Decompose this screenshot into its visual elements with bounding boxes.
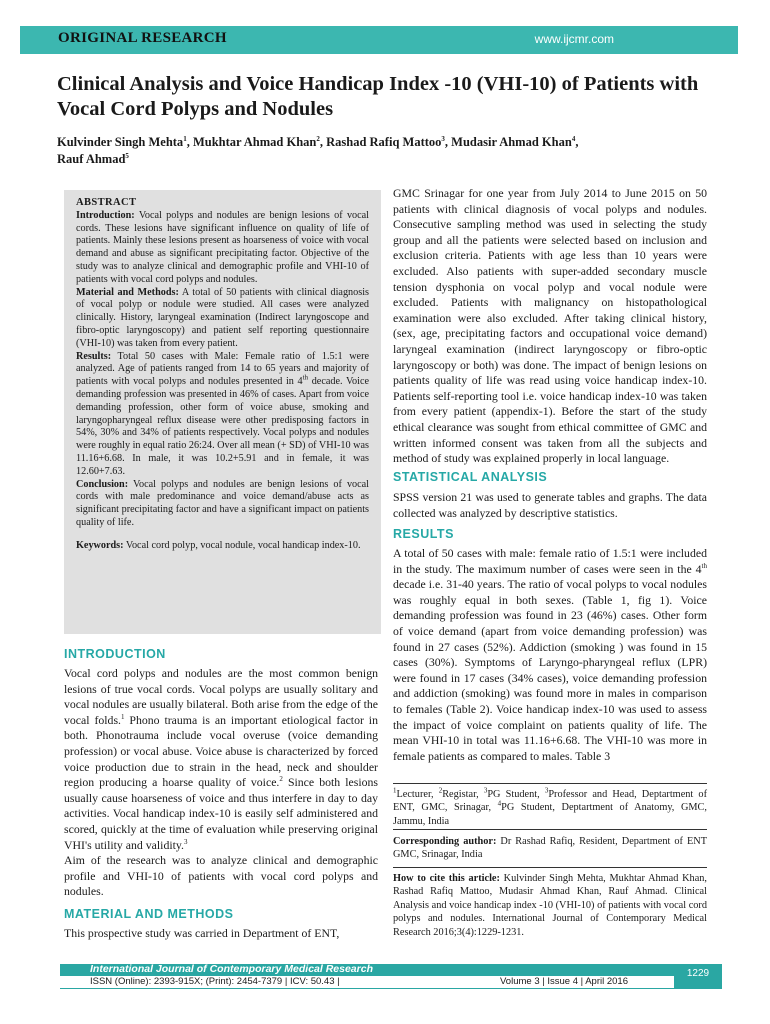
footnote-divider	[393, 829, 707, 830]
abstract-conclusion-label: Conclusion:	[76, 478, 129, 490]
corresponding-author-label: Corresponding author:	[393, 836, 497, 847]
affiliations-note	[393, 788, 707, 828]
statistical-analysis-heading: STATISTICAL ANALYSIS	[393, 470, 548, 484]
introduction-aim-paragraph: Aim of the research was to analyze clinical and demographic profile and VHI-10 of patients with vocal cord polyps and nodules.	[64, 853, 378, 899]
abstract-results-label: Results:	[76, 350, 112, 362]
footer-journal-bar	[60, 964, 674, 976]
affiliation-mark: 3	[483, 786, 488, 795]
author-name: Mudasir Ahmad Khan	[451, 135, 572, 149]
affiliation-mark: 2	[438, 786, 443, 795]
section-banner	[20, 26, 738, 54]
corresponding-author-note	[393, 835, 707, 862]
statistical-analysis-body: SPSS version 21 was used to generate tables and graphs. The data collected was analyzed by descriptive statistics.	[393, 490, 707, 520]
affiliation-mark: 5	[125, 151, 129, 160]
introduction-heading: INTRODUCTION	[64, 647, 166, 661]
affiliation-mark: 4	[497, 799, 502, 808]
abstract-results	[76, 351, 369, 479]
affiliation-mark: 1	[393, 786, 397, 795]
abstract-results-text-cont: decade. Voice demanding profession was presented in 46% of cases. Apart from voice demanding profession, other form of voice abuse, smoking and laryngopharyngeal reflux disease were other predisposing factors in 54%, 30% and 34% of patients respectively. Vocal polyps and nodules were roughly in equal ratio 26:24. Over all mean (+ SD) of VHI-10 was 11.16+6.68. In male, it was 10.2+5.91 and in female, it was 12.60+7.63.	[76, 376, 369, 477]
affiliation-mark: 4	[571, 134, 576, 143]
ordinal-suffix: th	[302, 373, 309, 382]
ordinal-suffix: th	[701, 561, 707, 570]
intro-text: Since both lesions usually cause hoarseness of voice and thus interfere in day to day activities. Vocal handicap index-10 is easily self administered and scored, quickly at the time of evaluation while preserving original VHI's utility and validity.	[64, 775, 378, 852]
affiliation-mark: 2	[316, 134, 320, 143]
author-name: Kulvinder Singh Mehta	[57, 135, 184, 149]
affiliation-mark: 3	[441, 134, 445, 143]
article-type-label: ORIGINAL RESEARCH	[58, 30, 227, 46]
footer-info-strip	[60, 976, 674, 989]
abstract-methods-label: Material and Methods:	[76, 286, 179, 298]
affiliation-text: Professor and Head, Deptartment of ENT, GMC, Srinagar,	[393, 789, 707, 814]
methods-body-right: GMC Srinagar for one year from July 2014 to June 2015 on 50 patients with clinical diagnosis of vocal polyps and nodules. Consecutive sampling method was used in selecting the study group and all the patients were selected based on inclusion and exclusion criteria. Patients with age less than 10 years were excluded. Also patients with super-added secondary muscle tension dysphonia on vocal polyp and vocal nodule were excluded. Patients with malignancy on histopathological examination were also excluded. After taking clinical history, (sex, age, precipitating factors and occupational voice demand) laryngeal examination (indirect laryngoscopy or fibro-optic laryngoscopy or both) was done. The impact of benign lesions on patients quality of life was read using voice handicap index-10. Patients self-reporting tool i.e. voice handicap index-10 was taken from every patient (appendix-1). Before the start of the study ethical clearance was sought from ethical committee of GMC and written informed consent was taken from all the subjects and method of study was explained properly in local language.	[393, 186, 707, 466]
author-name: Mukhtar Ahmad Khan	[192, 135, 317, 149]
affiliation-mark: 3	[544, 786, 549, 795]
abstract-methods-text: A total of 50 patients with clinical diagnosis of vocal polyp or nodule were studied. All cases were analyzed clinically. History, laryngeal examination (Indirect laryngoscope and fibro-optic laryngoscopy) and patient self reporting questionnaire (VHI-10) was taken from every patient.	[76, 286, 369, 349]
footnote-divider	[393, 867, 707, 868]
affiliation-mark: 1	[183, 134, 187, 143]
introduction-paragraph	[64, 666, 378, 853]
citation-label: How to cite this article:	[393, 873, 500, 884]
intro-text: Vocal cord polyps and nodules are the most common benign lesions of true vocal cords. Vocal polyps are usually solitary and vocal nodules are usually bilateral. Both arise from the edge of the vocal folds.	[64, 666, 378, 727]
abstract-introduction-text: Vocal polyps and nodules are benign lesions of vocal cords. These lesions have significant influence on quality of life of patients. Mainly these lesions present as hoarseness of voice with vocal demand and abuse as significant precipitating factor. Objective of the study was to analyze clinical and demographic profile and VHI-10 of patients with vocal cord polyps and nodules.	[76, 209, 369, 285]
affiliation-text: PG Student, Deptartment of Anatomy, GMC, Jammu, India	[393, 802, 707, 827]
footnote-divider	[393, 783, 707, 784]
abstract-heading: ABSTRACT	[76, 197, 137, 208]
intro-text: Phono trauma is an important etiological factor in both. Phonotrauma include vocal overuse (voice demanding profession) or vocal abuse. Voice abuse is characterized by forced voice production due to strain in the head, neck and shoulder region producing a hoarse quality of voice.	[64, 712, 378, 790]
journal-url[interactable]: www.ijcmr.com	[534, 32, 614, 46]
abstract-conclusion-text: Vocal polyps and nodules are benign lesions of vocal cords with male predominance and voice demand/abuse acts as significant precipitating factor and have a significant impact on patients quality of life.	[76, 478, 369, 528]
results-body	[393, 546, 707, 764]
page-number: 1229	[674, 964, 722, 989]
abstract-results-text: Total 50 cases with Male: Female ratio of 1.5:1 were analyzed. Age of patients ranged from 14 to 65 years and majority of patients with vocal polyps and nodules presented in 4	[76, 350, 369, 388]
author-list: Kulvinder Singh Mehta$^1$, Mukhtar Ahmad Khan$^2$, Rashad Rafiq Mattoo$^3$, Mudasir Ahmad Khan$^4$, Rauf Ahmad$^5$	[57, 134, 579, 166]
author-name: Rashad Rafiq Mattoo	[326, 135, 442, 149]
author-name: Rauf Ahmad	[57, 152, 126, 166]
results-heading: RESULTS	[393, 527, 454, 541]
citation-note	[393, 872, 707, 939]
citation-mark: 3	[183, 837, 188, 846]
abstract-introduction	[76, 210, 369, 287]
footer-journal-name: International Journal of Contemporary Medical Research	[90, 963, 373, 975]
results-text: A total of 50 cases with male: female ratio of 1.5:1 were included in the study. The maximum number of cases were seen in the 4	[393, 546, 707, 576]
keywords-label: Keywords:	[76, 539, 124, 551]
affiliation-text: Registar,	[442, 789, 484, 800]
methods-heading: MATERIAL AND METHODS	[64, 907, 234, 921]
corresponding-author-text: Dr Rashad Rafiq, Resident, Department of ENT GMC, Srinagar, India	[393, 836, 708, 861]
citation-mark: 2	[279, 775, 283, 784]
results-text-cont: decade i.e. 31-40 years. The ratio of vocal polyps to vocal nodules was roughly equal in both sexes. (Table 1, fig 1). Voice demanding profession was found in 23 (46%) cases. Other form of voice demand (apart from voice demanding profession) was found in 27 cases (52%). Addiction (smoking ) was found in 15 cases (30%). Symptoms of Laryngo-pharyngeal reflux (LPR) were found in 17 cases (34% cases), voice demanding profession and addiction (smoking) was found more in males in comparison to females (Table 2). Voice handicap index-10 was used to assess the impact of voice complaint on patients quality of life. The mean VHI-10 in total was 11.16+6.68. The VHI-10 was more in female patients as compared to males. Table 3	[393, 577, 707, 763]
citation-text: Kulvinder Singh Mehta, Mukhtar Ahmad Khan, Rashad Rafiq Mattoo, Mudasir Ahmad Khan, Rauf Ahmad. Clinical Analysis and voice handicap index -10 (VHI-10) of patients with vocal cord polyps and nodules. International Journal of Contemporary Medical Research 2016;3(4):1229-1231.	[393, 873, 707, 938]
article-title: Clinical Analysis and Voice Handicap Index -10 (VHI-10) of Patients with Vocal Cord Polyps and Nodules	[57, 73, 699, 120]
keywords-text: Vocal cord polyp, vocal nodule, vocal handicap index-10.	[123, 539, 361, 551]
citation-mark: 1	[121, 712, 125, 721]
abstract-keywords	[76, 540, 369, 553]
footer-volume: Volume 3 | Issue 4 | April 2016	[500, 976, 628, 987]
affiliation-text: Lecturer,	[396, 789, 439, 800]
abstract-introduction-label: Introduction:	[76, 209, 135, 221]
introduction-body	[64, 666, 378, 900]
methods-body-left: This prospective study was carried in Department of ENT,	[64, 926, 340, 940]
abstract-box	[64, 190, 381, 634]
footer-issn: ISSN (Online): 2393-915X; (Print): 2454-7379 | ICV: 50.43 |	[90, 976, 340, 987]
abstract-methods	[76, 287, 369, 351]
affiliation-text: PG Student,	[487, 789, 545, 800]
abstract-conclusion	[76, 479, 369, 530]
